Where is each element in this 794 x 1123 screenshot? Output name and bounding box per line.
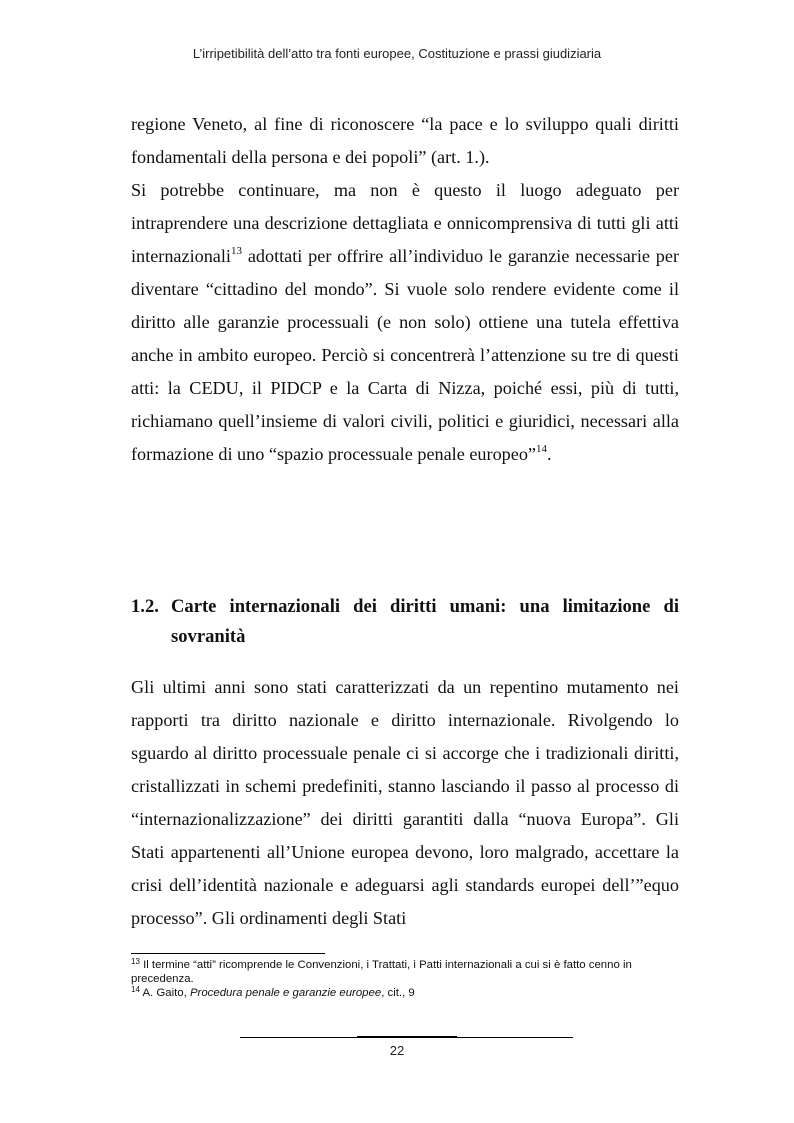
footnote-14-rest: , cit., 9 — [381, 987, 415, 999]
footnotes — [131, 958, 681, 1000]
paragraph-3 — [131, 671, 679, 935]
footnote-14-number: 14 — [131, 985, 140, 994]
paragraph-2-text-b: adottati per offrire all’individuo le garanzie necessarie per diventare “cittadino del mondo”. Si vuole solo rendere evidente come il diritto alle garanzie processuali (e non solo) ottiene una tutela effettiva anche in ambito europeo. Perciò si concentrerà l’attenzione su tre di questi atti: la CEDU, il PIDCP e la Carta di Nizza, poiché essi, più di tutti, richiamano quell’insieme di valori civili, politici e giuridici, necessari alla formazione di uno “spazio processuale penale europeo” — [131, 246, 679, 464]
paragraph-2 — [131, 174, 679, 471]
footnote-13-text: Il termine “atti” ricomprende le Convenzioni, i Trattati, i Patti internazionali a cui si è fatto cenno in precedenza. — [131, 959, 632, 985]
footnote-ref-13[interactable]: 13 — [231, 245, 242, 257]
footer-rule-accent — [357, 1036, 457, 1038]
footnote-separator — [131, 953, 325, 954]
footnote-ref-14[interactable]: 14 — [536, 443, 548, 455]
section-heading — [131, 592, 679, 652]
section-title: Carte internazionali dei diritti umani: una limitazione di sovranità — [171, 596, 679, 647]
footnote-14-author: A. Gaito, — [139, 987, 190, 999]
footnote-14-work: Procedura penale e garanzie europee — [189, 987, 382, 999]
section-number: 1.2. — [131, 596, 159, 617]
paragraph-1-text: regione Veneto, al fine di riconoscere “la pace e lo sviluppo quali diritti fondamentali della persona e dei popoli” (art. 1.). — [131, 114, 679, 167]
paragraph-1 — [131, 108, 679, 174]
paragraph-2-end: . — [547, 444, 552, 464]
paragraph-2-text-a: Si potrebbe continuare, ma non è questo il luogo adeguato per intraprendere una descrizione dettagliata e onnicomprensiva di tutti gli atti internazionali — [131, 180, 679, 266]
footnote-14 — [131, 986, 681, 1000]
page-number: 22 — [389, 1043, 405, 1058]
running-header: L’irripetibilità dell’atto tra fonti europee, Costituzione e prassi giudiziaria — [192, 46, 602, 61]
paragraph-3-text: Gli ultimi anni sono stati caratterizzati da un repentino mutamento nei rapporti tra diritto nazionale e diritto internazionale. Rivolgendo lo sguardo al diritto processuale penale ci si accorge che i tradizionali diritti, cristallizzati in schemi predefiniti, stanno lasciando il passo al processo di “internazionalizzazione” dei diritti garantiti dalla “nuova Europa”. Gli Stati appartenenti all’Unione europea devono, loro malgrado, accettare la crisi dell’identità nazionale e adeguarsi agli standards europei dell’”equo processo”. Gli ordinamenti degli Stati — [131, 677, 679, 928]
footnote-13-number: 13 — [131, 957, 140, 966]
footnote-13 — [131, 958, 681, 986]
body-text-section-2 — [131, 671, 679, 935]
body-text-section-1 — [131, 108, 679, 471]
